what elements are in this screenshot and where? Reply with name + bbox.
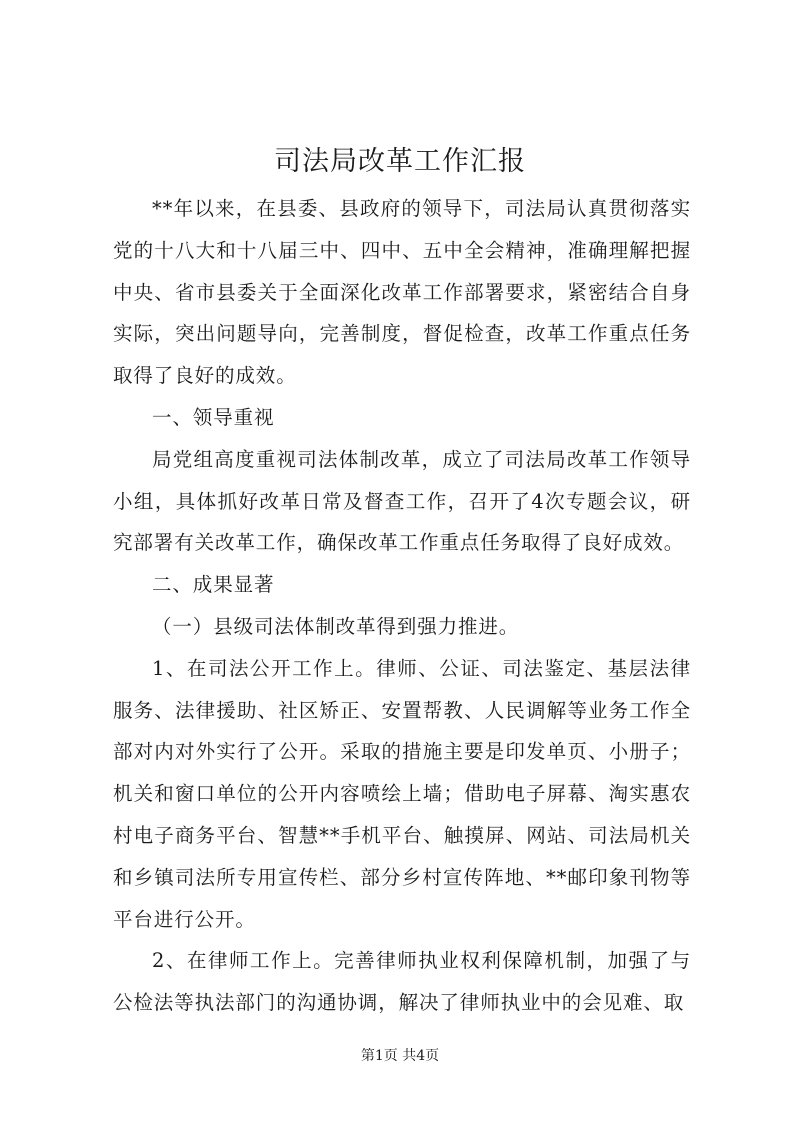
subsection-heading-county-reform: （一）县级司法体制改革得到强力推进。 [152,614,520,638]
paragraph-lawyer-work: 2、在律师工作上。完善律师执业权利保障机制，加强了与公检法等执法部门的沟通协调，解决了律师执业中的会见难、取 [113,949,691,1015]
section-heading-leadership: 一、领导重视 [152,405,275,429]
section-heading-results: 二、成果显著 [152,573,275,597]
document-title: 司法局改革工作汇报 [274,146,526,177]
paragraph-leadership: 局党组高度重视司法体制改革，成立了司法局改革工作领导小组，具体抓好改革日常及督查工作，召开了4次专题会议，研究部署有关改革工作，确保改革工作重点任务取得了良好成效。 [113,447,691,555]
document-body [113,188,691,1024]
paragraph-judicial-openness: 1、在司法公开工作上。律师、公证、司法鉴定、基层法律服务、法律援助、社区矫正、安置帮教、人民调解等业务工作全部对内对外实行了公开。采取的措施主要是印发单页、小册子；机关和窗口单位的公开内容喷绘上墙；借助电子屏幕、淘实惠农村电子商务平台、智慧**手机平台、触摸屏、网站、司法局机关和乡镇司法所专用宣传栏、部分乡村宣传阵地、**邮印象刊物等平台进行公开。 [113,656,691,931]
page-number-footer: 第1页 共4页 [360,1048,440,1064]
paragraph-intro: **年以来，在县委、县政府的领导下，司法局认真贯彻落实党的十八大和十八届三中、四中、五中全会精神，准确理解把握中央、省市县委关于全面深化改革工作部署要求，紧密结合自身实际，突出问题导向，完善制度，督促检查，改革工作重点任务取得了良好的成效。 [113,197,691,388]
